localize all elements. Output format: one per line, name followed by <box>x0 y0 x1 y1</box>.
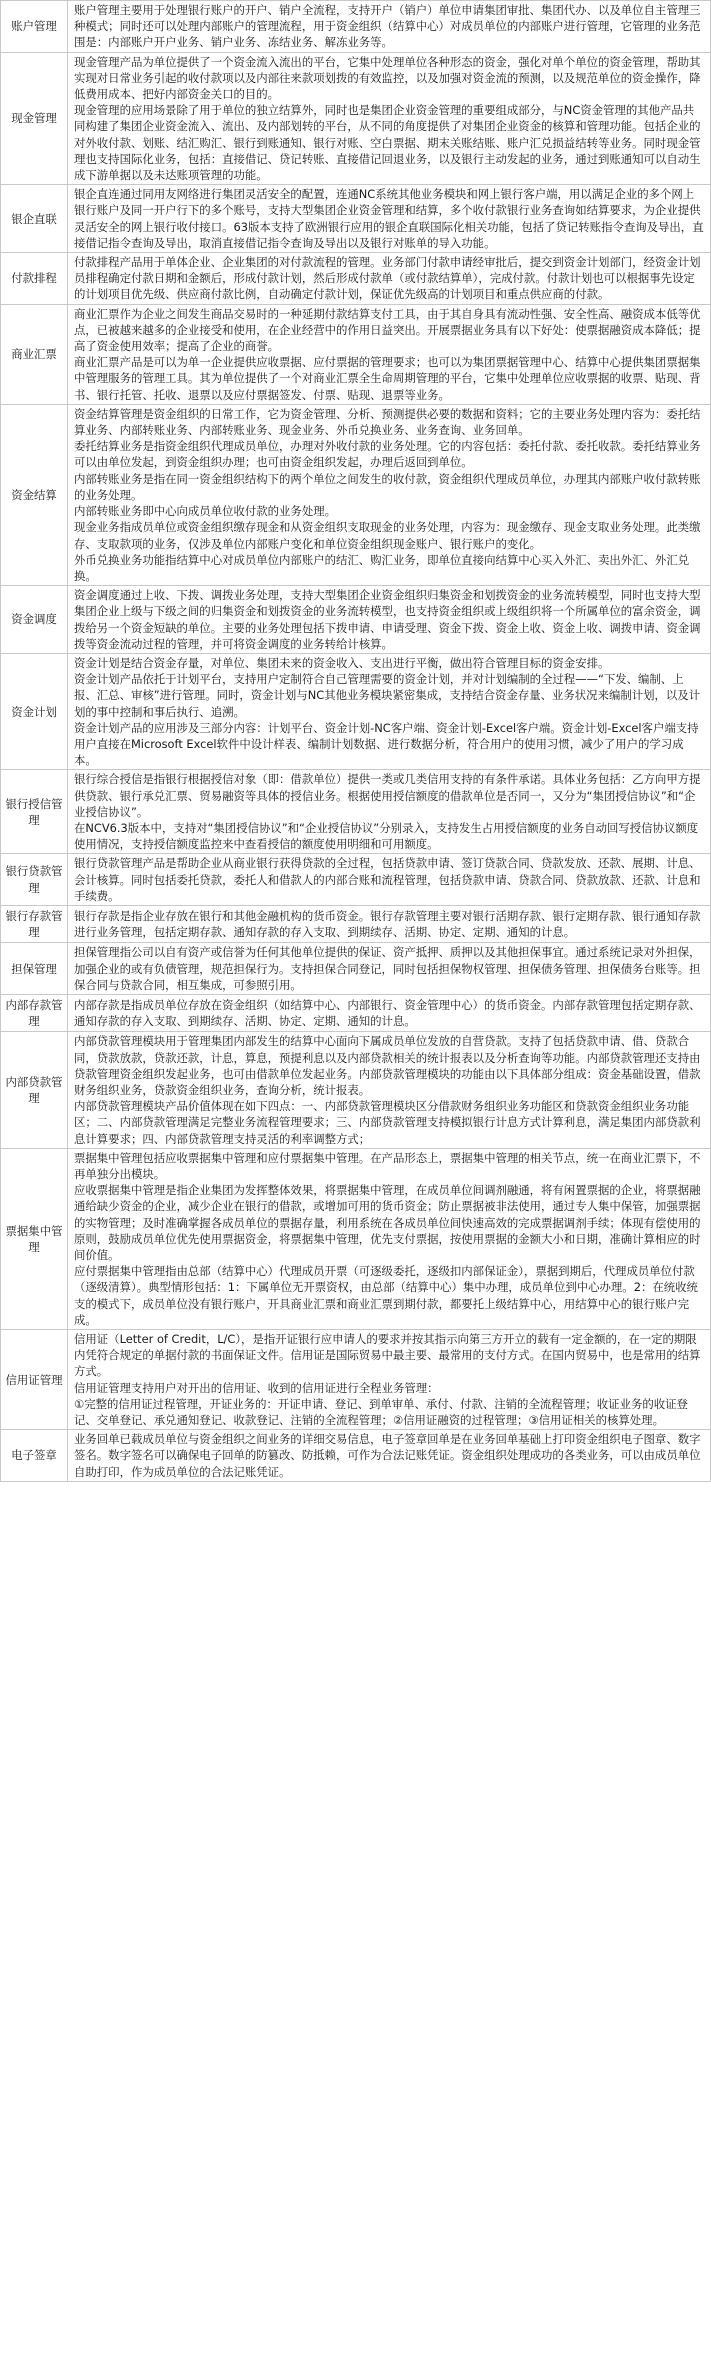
module-name: 资金计划 <box>1 653 68 769</box>
description-paragraph: 资金结算管理是资金组织的日常工作，它为资金管理、分析、预测提供必要的数据和资料；它的主要业务处理内容为：委托结算业务、内部转账业务、内部转账业务、现金业务、外币兑换业务、业务查询、业务回单。 <box>74 406 701 438</box>
description-paragraph: 现金业务指成员单位或资金组织缴存现金和从资金组织支取现金的业务处理，内容为：现金缴存、现金支取业务处理。此类缴存、支取款项的业务，仅涉及单位内部账户变化和单位资金组织现金账户、银行账户的变化。 <box>74 520 701 551</box>
module-row <box>1 1330 711 1430</box>
module-row <box>1 1430 711 1482</box>
description-paragraph: 委托结算业务是指资金组织代理成员单位，办理对外收付款的业务处理。它的内容包括：委托付款、委托收款。委托结算业务可以由单位发起，到资金组织办理；也可由资金组织发起，办理后返回到单位。 <box>74 439 701 470</box>
module-row <box>1 253 711 305</box>
module-name: 付款排程 <box>1 253 68 305</box>
module-name: 票据集中管理 <box>1 1148 68 1329</box>
module-description <box>68 854 711 906</box>
module-row <box>1 1 711 53</box>
description-paragraph: 资金计划产品依托于计划平台，支持用户定制符合自己管理需要的资金计划，并对计划编制的全过程——“下发、编制、上报、汇总、审核”进行管理。同时，资金计划与NC其他业务模块紧密集成，支持结合资金存量、业务状况来编制计划，以及计划的事中控制和事后执行、追溯。 <box>74 672 701 719</box>
module-description <box>68 1148 711 1329</box>
description-paragraph: 银行存款是指企业存放在银行和其他金融机构的货币资金。银行存款管理主要对银行活期存款、银行定期存款、银行通知存款进行业务管理，包括定期存款、通知存款的存入支取、到期续存、活期、协定、定期、通知的计息。 <box>74 908 701 940</box>
module-description <box>68 994 711 1031</box>
description-paragraph: 内部转账业务是指在同一资金组织结构下的两个单位之间发生的收付款，资金组织代理成员单位，办理其内部账户收付款转账的业务处理。 <box>74 471 701 502</box>
module-row <box>1 185 711 253</box>
description-paragraph: ①完整的信用证过程管理，开证业务的：开证申请、登记、到单审单、承付、付款、注销的全流程管理；收证业务的收证登记、交单登记、承兑通知登记、收款登记、注销的全流程管理；②信用证融资的过程管理；③信用证相关的核算处理。 <box>74 1396 688 1428</box>
description-paragraph: 担保管理指公司以自有资产或信誉为任何其他单位提供的保证、资产抵押、质押以及其他担保事宜。通过系统记录对外担保，加强企业的或有负债管理，规范担保行为。支持担保合同登记，同时包括担保物权管理、担保债务管理、担保债务台账等。担保合同与贷款合同，相互集成，可参照引用。 <box>74 945 701 992</box>
description-paragraph: 外币兑换业务功能指结算中心对成员单位内部账户的结汇、购汇业务，即单位直接向结算中心买入外汇、卖出外汇、外汇兑换。 <box>74 552 690 583</box>
module-description <box>68 1 711 53</box>
description-paragraph: 商业汇票作为企业之间发生商品交易时的一种延期付款结算支付工具，由于其自身具有流动性强、安全性高、融资成本低等优点，已被越来越多的企业接受和使用，在企业经营中的作用日益突出。开展票据业务具有以下好处：使票据融资成本降低；提高了资金使用效率；提高了企业的商誉。 <box>74 306 701 354</box>
description-paragraph: 资金计划是结合资金存量，对单位、集团未来的资金收入、支出进行平衡，做出符合管理目标的资金安排。 <box>74 655 610 670</box>
module-name: 资金结算 <box>1 404 68 585</box>
module-name: 银行贷款管理 <box>1 854 68 906</box>
module-row <box>1 404 711 585</box>
module-name: 担保管理 <box>1 943 68 995</box>
module-row <box>1 943 711 995</box>
module-name: 现金管理 <box>1 52 68 185</box>
description-paragraph: 应付票据集中管理指由总部（结算中心）代理成员开票（可逐级委托，逐级扣内部保证金），票据到期后，代理成员单位付款（逐级清算）。典型情形包括：1：下属单位无开票资权，由总部（结算中心）集中办理，成员单位到中心办理。2：在统收统支的模式下，成员单位没有银行账户，开具商业汇票和商业汇票到期付款，都要托上级结算中心，用结算中心的银行账户完成。 <box>74 1264 698 1327</box>
description-paragraph: 在NCV6.3版本中，支持对“集团授信协议”和“企业授信协议”分别录入，支持发生占用授信额度的业务自动回写授信协议额度使用情况，支持授信额度监控来中查看授信的额度使用明细和可用额度。 <box>74 820 699 852</box>
module-name: 银行授信管理 <box>1 770 68 854</box>
description-paragraph: 应收票据集中管理是指企业集团为发挥整体效果，将票据集中管理，在成员单位间调剂融通，将有闲置票据的企业，将票据融通给缺少资金的企业，减少企业在银行的借款，或增加可用的货币资金；防止票据被非法使用，通过专人集中保管，加强票据的实物管理；及时准确掌握各成员单位的票据存量，利用系统在各成员单位间快速高效的完成票据调剂手续；体现有偿使用的原则，鼓励成员单位优先使用票据资金，将票据集中管理，优先支付票据，按使用票据的金额大小和日期，准确计算相应的时间价值。 <box>74 1183 701 1263</box>
module-description <box>68 653 711 769</box>
description-paragraph: 付款排程产品用于单体企业、企业集团的对付款流程的管理。业务部门付款申请经审批后，提交到资金计划部门，经资金计划员排程确定付款日期和金额后，形成付款计划，然后形成付款单（或付款结算单），完成付款。付款计划也可以根据事先设定的计划项目优先级、供应商付款比例，自动确定付款计划，保证优先级高的计划项目和重点供应商的付款。 <box>74 255 701 302</box>
description-paragraph: 票据集中管理包括应收票据集中管理和应付票据集中管理。在产品形态上，票据集中管理的相关节点，统一在商业汇票下，不再单独分出模块。 <box>74 1150 701 1182</box>
description-paragraph: 内部转账业务即中心向成员单位收付款的业务处理。 <box>74 504 336 519</box>
module-row <box>1 994 711 1031</box>
module-name: 信用证管理 <box>1 1330 68 1430</box>
module-name: 银行存款管理 <box>1 905 68 942</box>
module-description <box>68 1032 711 1148</box>
module-row <box>1 1032 711 1148</box>
description-paragraph: 商业汇票产品是可以为单一企业提供应收票据、应付票据的管理要求；也可以为集团票据管理中心、结算中心提供集团票据集中管理服务的管理工具。其为单位提供了一个对商业汇票全生命周期管理的平台，它集中处理单位应收票据的收票、贴现、背书、银行托管、托收、退票以及应付票据签发、付票、贴现、退票等业务。 <box>74 355 701 402</box>
module-row <box>1 304 711 404</box>
module-description <box>68 943 711 995</box>
module-name: 内部贷款管理 <box>1 1032 68 1148</box>
description-paragraph: 资金计划产品的应用涉及三部分内容：计划平台、资金计划-NC客户端、资金计划-Excel客户端。资金计划-Excel客户端支持用户直接在Microsoft Excel软件中设计样表、编制计划数据、进行数据分析，符合用户的使用习惯，减少了用户的学习成本。 <box>74 720 699 768</box>
description-paragraph: 银行贷款管理产品是帮助企业从商业银行获得贷款的全过程，包括贷款申请、签订贷款合同、贷款发放、还款、展期、计息、会计核算。同时包括委托贷款，委托人和借款人的内部合账和流程管理，包括贷款申请、贷款合同、贷款放款、还款、计息和手续费。 <box>74 856 701 903</box>
module-name: 商业汇票 <box>1 304 68 404</box>
description-paragraph: 内部存款是指成员单位存放在资金组织（如结算中心、内部银行、资金管理中心）的货币资金。内部存款管理包括定期存款、通知存款的存入支取、到期续存、活期、协定、定期、通知的计息。 <box>74 997 701 1029</box>
module-description <box>68 1430 711 1482</box>
module-row <box>1 854 711 906</box>
description-paragraph: 银企直连通过同用友网络进行集团灵活安全的配置，连通NC系统其他业务模块和网上银行客户端，用以满足企业的多个网上银行账户及同一开户行下的多个账号，支持大型集团企业资金管理和结算，多个收付款银行业务查询如结算要求，为企业提供灵活安全的网上银行收付接口。63版本支持了欧洲银行应用的银企直联国际化相关功能，包括了贷记转账指令查询及导出，直接借记指令查询及导出，取消直接借记指令查询及导出以及银行对账单的导入功能。 <box>74 187 704 250</box>
description-paragraph: 银行综合授信是指银行根据授信对象（即：借款单位）提供一类或几类信用支持的有条件承诺。具体业务包括：乙方向甲方提供贷款、银行承兑汇票、贸易融资等具体的授信业务。根据使用授信额度的借款单位是否同一，又分为“集团授信协议”和“企业授信协议”。 <box>74 772 701 819</box>
module-description <box>68 905 711 942</box>
module-name: 内部存款管理 <box>1 994 68 1031</box>
description-paragraph: 内部贷款管理模块用于管理集团内部发生的结算中心面向下属成员单位发放的自营贷款。支持了包括贷款申请、借、贷款合同，贷款放款，贷款还款，计息，算息，预提利息以及内部贷款相关的统计报表以及分析查询等功能。内部贷款管理还支持由贷款管理资金组织发起业务，也可由借款单位发起业务。内部贷款管理模块的功能由以下具体部分组成：资金基础设置，借款财务组织业务，贷款资金组织业务，查询分析，统计报表。 <box>74 1034 701 1097</box>
description-paragraph: 现金管理产品为单位提供了一个资金流入流出的平台，它集中处理单位各种形态的资金，强化对单个单位的资金管理，帮助其实现对日常业务引起的收付款项以及内部往来款项划拨的有效监控，以及加强对资金流的预测，以及规范单位的资金操作，降低费用成本、把好内部资金关口的目的。 <box>74 54 701 102</box>
module-description <box>68 304 711 404</box>
module-description <box>68 404 711 585</box>
module-name: 电子签章 <box>1 1430 68 1482</box>
module-name: 账户管理 <box>1 1 68 53</box>
module-description <box>68 770 711 854</box>
module-description <box>68 1330 711 1430</box>
description-paragraph: 资金调度通过上收、下拨、调拨业务处理，支持大型集团企业资金组织归集资金和划拨资金的业务流转模型，同时也支持大型集团企业上级与下级之间的归集资金和划拨资金的业务流转模型，也支持资金组织或上级组织将一个所属单位的富余资金，调拨给另一个资金短缺的单位。主要的业务处理包括下拨申请、申请受理、资金下拨、资金上收、资金上收、调拨申请、资金调拨等资金流动过程的管理，并可将资金调度的业务转给计核算。 <box>74 588 701 651</box>
module-description <box>68 253 711 305</box>
module-description <box>68 185 711 253</box>
module-row <box>1 1148 711 1329</box>
module-description <box>68 52 711 185</box>
module-name: 资金调度 <box>1 586 68 654</box>
module-description <box>68 586 711 654</box>
description-paragraph: 内部贷款管理模块产品价值体现在如下四点：一、内部贷款管理模块区分借款财务组织业务功能区和贷款资金组织业务功能区；二、内部贷款管理满足完整业务流程管理要求；三、内部贷款管理支持模拟银行计息方式计算利息，满足集团内部贷款利息计算要求；四、内部贷款管理支持灵活的利率调整方式； <box>74 1099 701 1146</box>
module-row <box>1 653 711 769</box>
module-row <box>1 770 711 854</box>
description-paragraph: 信用证（Letter of Credit，L/C），是指开证银行应申请人的要求并按其指示向第三方开立的载有一定金额的，在一定的期限内凭符合规定的单据付款的书面保证文件。信用证是国际贸易中最主要、最常用的支付方式。在国内贸易中，也是常用的结算方式。 <box>74 1332 701 1379</box>
module-name: 银企直联 <box>1 185 68 253</box>
description-paragraph: 现金管理的应用场景除了用于单位的独立结算外，同时也是集团企业资金管理的重要组成部分，与NC资金管理的其他产品共同构建了集团企业资金流入、流出、及内部划转的平台，从不同的角度提供了对集团企业资金的核算和管理功能。包括企业的对外收付款、划账、结汇购汇、银行到账通知、银行对账、空白票据、期末关账结账、账户汇兑损益结转等业务。同时现金管理也支持国际化业务，包括：直接借记、贷记转账、直接借记回退业务，以及银行主动发起的业务，通过到账通知可以自动生成下游单据以及未达账项管理的功能。 <box>74 103 701 183</box>
module-row <box>1 52 711 185</box>
module-row <box>1 586 711 654</box>
description-paragraph: 账户管理主要用于处理银行账户的开户、销户全流程，支持开户（销户）单位申请集团审批、集团代办、以及单位自主管理三种模式；同时还可以处理内部账户的管理流程，用于资金组织（结算中心）对成员单位的内部账户进行管理，它管理的业务范围是：内部账户开户业务、销户业务、冻结业务、解冻业务等。 <box>74 3 701 50</box>
description-paragraph: 信用证管理支持用户对开出的信用证、收到的信用证进行全程业务管理： <box>74 1380 439 1395</box>
description-paragraph: 业务回单已载成员单位与资金组织之间业务的详细交易信息，电子签章回单是在业务回单基础上打印资金组织电子图章、数字签名。数字签名可以确保电子回单的防篡改、防抵赖，可作为合法记账凭证。资金组织处理成功的各类业务，可以由成员单位自助打印，作为成员单位的合法记账凭证。 <box>74 1432 701 1479</box>
module-row <box>1 905 711 942</box>
module-rows <box>1 1 711 1482</box>
